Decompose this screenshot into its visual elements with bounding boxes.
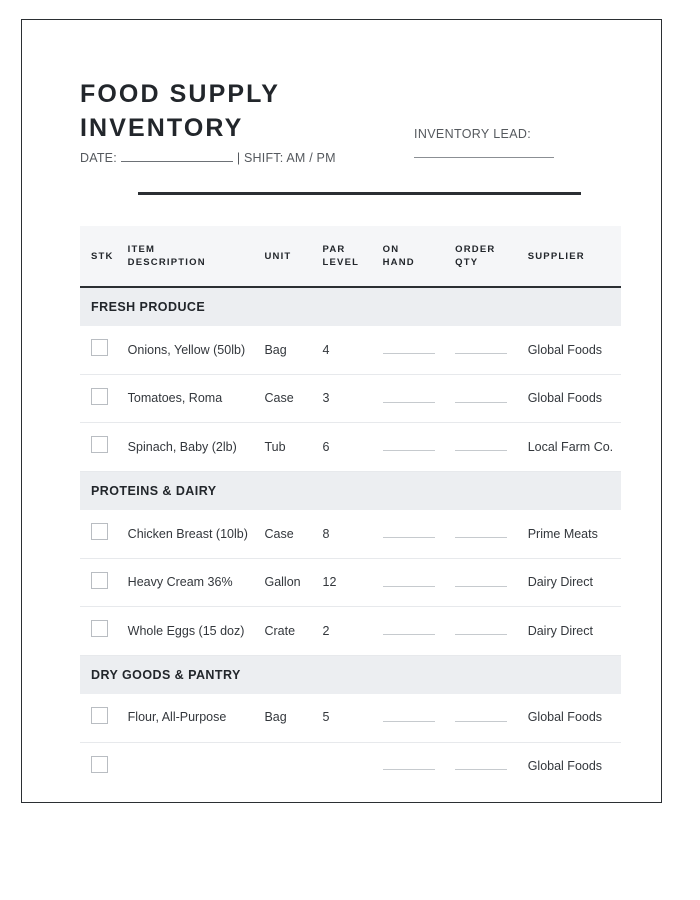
- table-body: [80, 287, 621, 790]
- on-hand-field[interactable]: [383, 374, 456, 423]
- header-meta-row: [80, 127, 532, 174]
- order-qty-field[interactable]: [455, 558, 528, 607]
- document-sheet: [21, 19, 662, 803]
- table-row[interactable]: [80, 326, 621, 374]
- item-par-level: 3: [323, 374, 383, 423]
- stock-checkbox-cell[interactable]: [80, 423, 128, 472]
- table-row[interactable]: [80, 423, 621, 472]
- order-qty-field[interactable]: [455, 326, 528, 374]
- order-qty-field[interactable]: [455, 694, 528, 742]
- order-qty-write-in-line[interactable]: [455, 353, 507, 354]
- on-hand-write-in-line[interactable]: [383, 769, 435, 770]
- page-title: FOOD SUPPLY INVENTORY: [80, 80, 280, 142]
- on-hand-write-in-line[interactable]: [383, 402, 435, 403]
- checkbox-icon[interactable]: [91, 572, 108, 589]
- order-qty-write-in-line[interactable]: [455, 721, 507, 722]
- item-supplier: Global Foods: [528, 326, 621, 374]
- table-row[interactable]: [80, 558, 621, 607]
- item-description: Tomatoes, Roma: [128, 374, 265, 423]
- item-description: Onions, Yellow (50lb): [128, 326, 265, 374]
- item-unit: Crate: [264, 607, 322, 656]
- col-header-stk: STK: [80, 226, 128, 287]
- on-hand-field[interactable]: [383, 423, 456, 472]
- checkbox-icon[interactable]: [91, 523, 108, 540]
- order-qty-field[interactable]: [455, 742, 528, 790]
- order-qty-write-in-line[interactable]: [455, 537, 507, 538]
- date-shift-line: [80, 150, 336, 165]
- item-supplier: Global Foods: [527, 759, 603, 774]
- stock-checkbox-cell[interactable]: [80, 510, 128, 558]
- item-par-level: 4: [323, 326, 383, 374]
- stock-checkbox-cell[interactable]: [80, 558, 128, 607]
- checkbox-icon[interactable]: [91, 620, 108, 637]
- inventory-table-area: [80, 226, 621, 790]
- item-supplier: Prime Meats: [528, 510, 621, 558]
- item-par-level: 6: [323, 423, 383, 472]
- section-title-proteins-dairy: PROTEINS & DAIRY: [80, 472, 621, 511]
- table-header: [80, 226, 621, 287]
- stock-checkbox-cell[interactable]: [80, 607, 128, 656]
- checkbox-icon[interactable]: [91, 756, 108, 773]
- order-qty-field[interactable]: [455, 374, 528, 423]
- item-description: Chicken Breast (10lb): [128, 510, 265, 558]
- item-par-level: 2: [323, 607, 383, 656]
- section-header-row: [80, 472, 621, 511]
- order-qty-write-in-line[interactable]: [455, 769, 507, 770]
- on-hand-write-in-line[interactable]: [383, 586, 435, 587]
- checkbox-icon[interactable]: [91, 388, 108, 405]
- order-qty-field[interactable]: [455, 423, 528, 472]
- item-par-level: 5: [323, 694, 383, 742]
- on-hand-write-in-line[interactable]: [383, 634, 435, 635]
- section-header-row: [80, 287, 621, 326]
- on-hand-write-in-line[interactable]: [383, 721, 435, 722]
- item-unit: Tub: [264, 423, 322, 472]
- item-par-level: [323, 742, 383, 790]
- inventory-table: [80, 226, 621, 790]
- on-hand-field[interactable]: [383, 607, 456, 656]
- checkbox-icon[interactable]: [91, 436, 108, 453]
- inventory-lead-block: [414, 127, 594, 158]
- item-par-level: 8: [323, 510, 383, 558]
- on-hand-field[interactable]: [383, 558, 456, 607]
- item-description: Spinach, Baby (2lb): [128, 423, 265, 472]
- table-row[interactable]: [80, 742, 621, 790]
- section-title-dry-goods-pantry: DRY GOODS & PANTRY: [80, 655, 621, 694]
- col-header-par-level: PAR LEVEL: [323, 226, 383, 287]
- table-row[interactable]: [80, 607, 621, 656]
- date-write-in-line[interactable]: [121, 150, 233, 162]
- checkbox-icon[interactable]: [91, 707, 108, 724]
- item-unit: Bag: [264, 694, 322, 742]
- col-header-item-description: ITEM DESCRIPTION: [128, 226, 265, 287]
- col-header-supplier: SUPPLIER: [528, 226, 621, 287]
- inventory-lead-label: INVENTORY LEAD:: [414, 127, 532, 141]
- document-header: [22, 20, 661, 195]
- checkbox-icon[interactable]: [91, 339, 108, 356]
- table-row[interactable]: [80, 374, 621, 423]
- stock-checkbox-cell[interactable]: [80, 694, 128, 742]
- on-hand-field[interactable]: [383, 694, 456, 742]
- item-supplier: Global Foods: [528, 374, 621, 423]
- col-header-on-hand: ON HAND: [383, 226, 456, 287]
- item-par-level: 12: [323, 558, 383, 607]
- order-qty-write-in-line[interactable]: [455, 634, 507, 635]
- order-qty-field[interactable]: [455, 607, 528, 656]
- title-block: [80, 77, 532, 174]
- section-title-fresh-produce: FRESH PRODUCE: [80, 287, 621, 326]
- shift-label: | SHIFT: AM / PM: [236, 151, 336, 165]
- item-description: [128, 742, 265, 790]
- order-qty-write-in-line[interactable]: [455, 586, 507, 587]
- item-unit: Gallon: [264, 558, 322, 607]
- order-qty-write-in-line[interactable]: [455, 450, 507, 451]
- on-hand-write-in-line[interactable]: [383, 537, 435, 538]
- item-supplier: Dairy Direct: [528, 607, 621, 656]
- header-divider-rule: [138, 192, 581, 195]
- stock-checkbox-cell[interactable]: [80, 374, 128, 423]
- order-qty-field[interactable]: [455, 510, 528, 558]
- item-description: Heavy Cream 36%: [128, 558, 265, 607]
- item-unit: Case: [264, 510, 322, 558]
- date-label: DATE:: [80, 151, 117, 165]
- item-unit: Case: [264, 374, 322, 423]
- table-row[interactable]: [80, 510, 621, 558]
- stock-checkbox-cell[interactable]: [80, 742, 128, 790]
- item-description: Whole Eggs (15 doz): [128, 607, 265, 656]
- section-header-row: [80, 655, 621, 694]
- stock-checkbox-cell[interactable]: [80, 326, 128, 374]
- table-row[interactable]: [80, 694, 621, 742]
- table-header-row: [80, 226, 621, 287]
- on-hand-write-in-line[interactable]: [383, 450, 435, 451]
- on-hand-write-in-line[interactable]: [383, 353, 435, 354]
- order-qty-write-in-line[interactable]: [455, 402, 507, 403]
- on-hand-field[interactable]: [383, 510, 456, 558]
- item-supplier: Local Farm Co.: [528, 423, 621, 472]
- item-supplier: Global Foods: [528, 694, 621, 742]
- on-hand-field[interactable]: [383, 326, 456, 374]
- inventory-lead-write-in-line[interactable]: [414, 157, 554, 158]
- item-unit: [264, 742, 322, 790]
- on-hand-field[interactable]: [383, 742, 456, 790]
- item-unit: Bag: [264, 326, 322, 374]
- col-header-order-qty: ORDER QTY: [455, 226, 528, 287]
- item-supplier: Dairy Direct: [528, 558, 621, 607]
- col-header-unit: UNIT: [264, 226, 322, 287]
- item-description: Flour, All-Purpose: [128, 694, 265, 742]
